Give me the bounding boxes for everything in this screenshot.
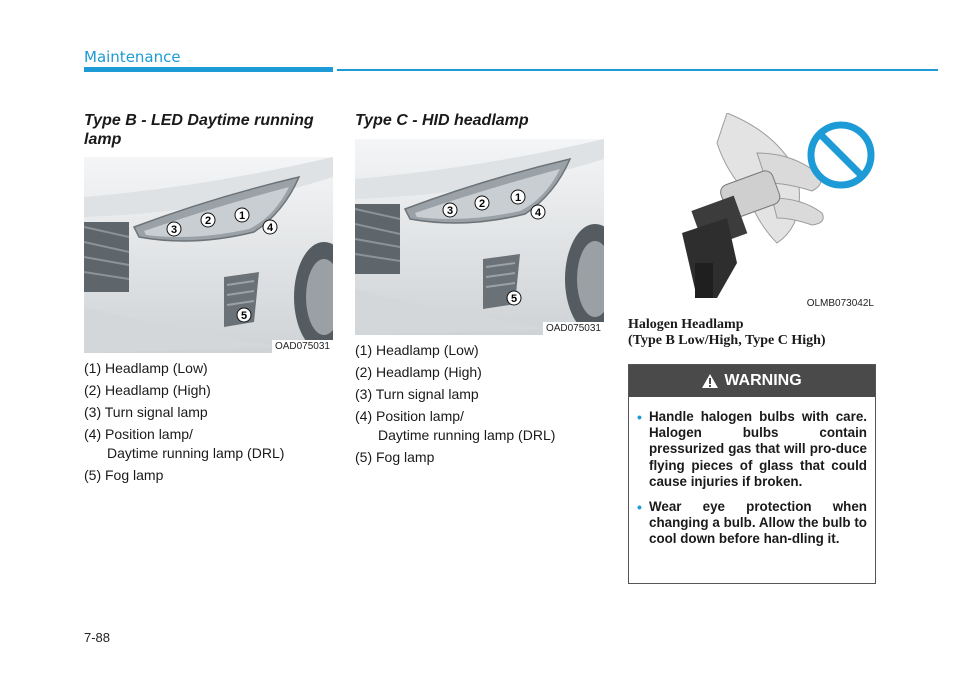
heading-type-c: Type C - HID headlamp xyxy=(355,112,529,129)
legend-item: (4) Position lamp/ Daytime running lamp (DRL) xyxy=(84,426,285,461)
marker-4: 4 xyxy=(266,222,274,234)
legend-item: (2) Headlamp (High) xyxy=(355,364,482,380)
marker-4: 4 xyxy=(534,207,542,219)
page-number: 7-88 xyxy=(84,630,111,645)
marker-3: 3 xyxy=(446,205,454,217)
warning-item: • Handle halogen bulbs with care. Halogen bulbs contain pressurized gas that will pro-duce flying pieces of glass that could cause injuries if broken. xyxy=(639,409,867,490)
legend-item: (5) Fog lamp xyxy=(84,467,164,483)
warning-title: WARNING xyxy=(724,372,802,389)
legend-item: (1) Headlamp (Low) xyxy=(355,342,479,358)
warning-box xyxy=(628,364,876,584)
legend-type-c xyxy=(355,341,603,470)
header-rule-thick xyxy=(84,67,333,72)
section-title: Maintenance xyxy=(84,48,181,66)
marker-2: 2 xyxy=(204,215,212,227)
marker-5: 5 xyxy=(510,293,518,305)
marker-2: 2 xyxy=(478,198,486,210)
warning-list xyxy=(629,397,875,548)
figure-code: OLMB073042L xyxy=(804,297,877,310)
warning-item: • Wear eye protection when changing a bulb. Allow the bulb to cool down before han-dling it. xyxy=(639,499,867,548)
warning-header xyxy=(629,365,875,397)
figure-type-b xyxy=(84,157,333,353)
header-rule-thin xyxy=(337,69,938,71)
figure-type-c xyxy=(355,139,604,335)
prohibit-icon xyxy=(627,113,877,310)
figure-halogen-bulb xyxy=(627,113,877,310)
figure-code: OAD075031 xyxy=(543,322,604,335)
marker-5: 5 xyxy=(240,310,248,322)
legend-item: (5) Fog lamp xyxy=(355,449,435,465)
legend-item: (2) Headlamp (High) xyxy=(84,382,211,398)
legend-item: (3) Turn signal lamp xyxy=(355,386,479,402)
figure-caption: Halogen Headlamp (Type B Low/High, Type C High) xyxy=(628,317,826,348)
legend-item: (3) Turn signal lamp xyxy=(84,404,208,420)
legend-type-b xyxy=(84,359,332,488)
marker-1: 1 xyxy=(514,192,522,204)
legend-item: (4) Position lamp/ Daytime running lamp (DRL) xyxy=(355,408,556,443)
heading-type-b: Type B - LED Daytime running lamp xyxy=(84,112,314,148)
legend-item: (1) Headlamp (Low) xyxy=(84,360,208,376)
warning-triangle-icon xyxy=(702,374,718,388)
marker-3: 3 xyxy=(170,224,178,236)
marker-1: 1 xyxy=(238,210,246,222)
figure-code: OAD075031 xyxy=(272,340,333,353)
